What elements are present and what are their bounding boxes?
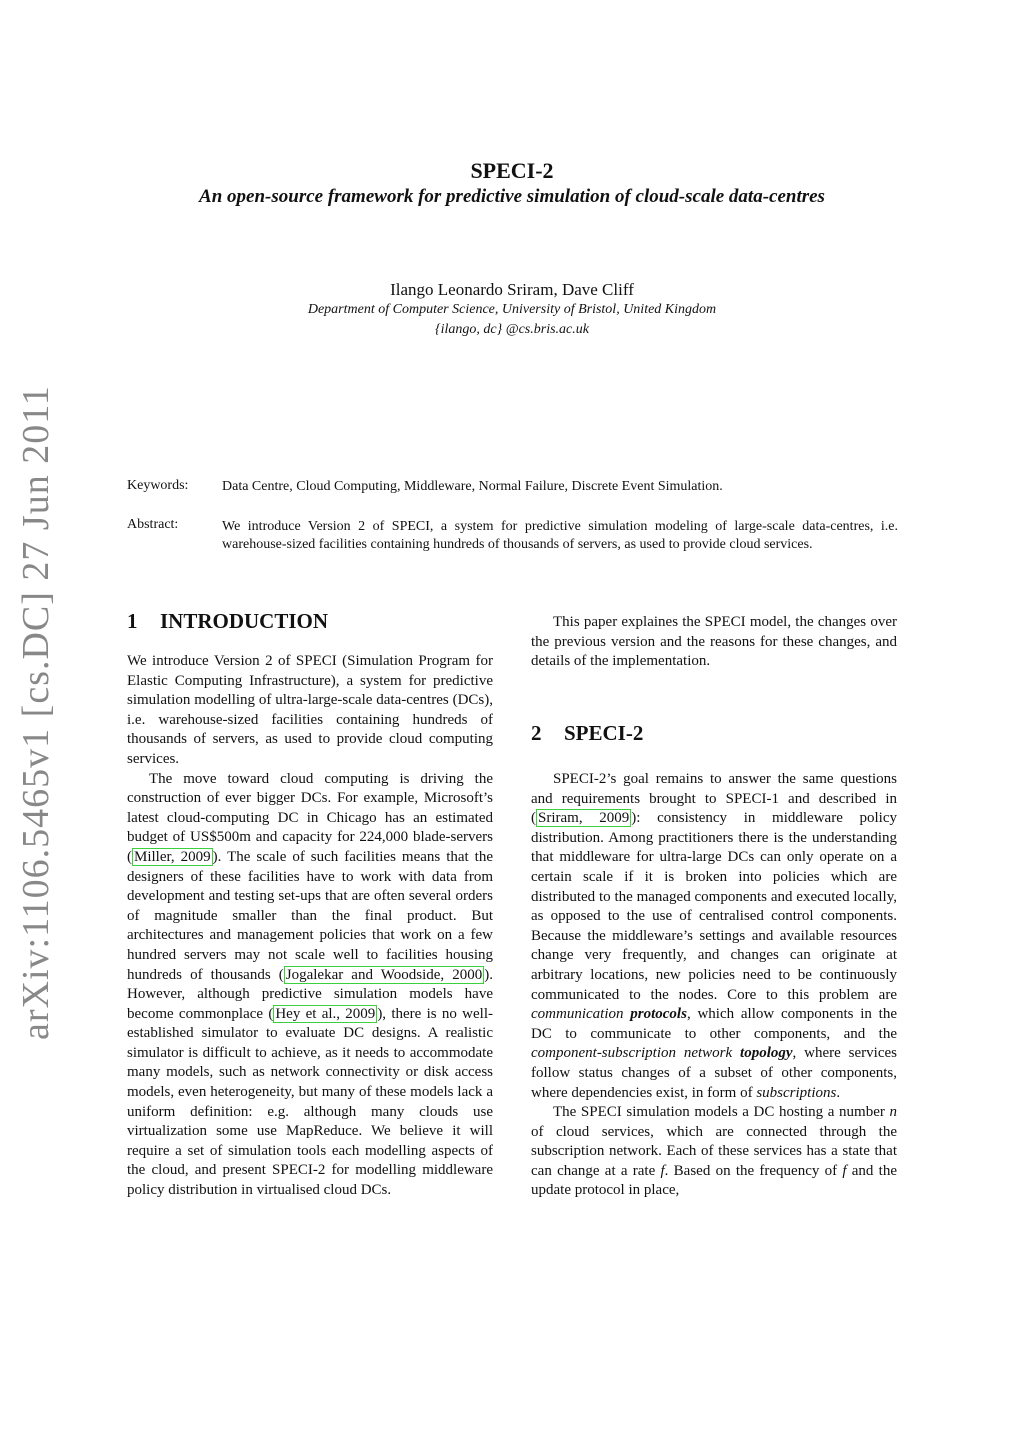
text-run: ). The scale of such facilities means that the designers of these facilities have to work with data from development and testing set-ups that are often several orders of magnitude smaller than the final product. But architectures and management policies that work on a few hundred servers may not scale well to facilities housing hundreds of thousands (: [127, 848, 493, 983]
paper-title: SPECI-2: [470, 158, 554, 183]
text-run: and the update protocol in place,: [531, 1162, 898, 1199]
right-column-top: [531, 613, 897, 672]
emphasis: communication: [531, 1006, 631, 1023]
section-title: INTRODUCTION: [160, 609, 329, 633]
emphasis: component-subscription network: [531, 1045, 741, 1062]
section-number: 1: [127, 609, 138, 633]
intro-paragraph-1: We introduce Version 2 of SPECI (Simulation Program for Elastic Computing Infrastructure), a system for predictive simulation modelling of ultra-large-scale data-centres (DCs), i.e. warehouse-sized facilities containing hundreds of thousands of servers, as used to provide cloud computing services.: [127, 653, 493, 767]
text-run: of cloud services, which are connected through the subscription network. Each of these services has a state that can change at a rate: [531, 1123, 897, 1179]
speci2-paragraph-2: [531, 1103, 897, 1201]
intro-paragraph-2: [127, 770, 493, 1201]
left-column: [127, 652, 493, 1201]
intro-paragraph-3: This paper explaines the SPECI model, the changes over the previous version and the reasons for these changes, and details of the implementation.: [531, 614, 897, 670]
paper-subtitle: An open-source framework for predictive simulation of cloud-scale data-centres: [199, 186, 825, 207]
math-variable: f: [660, 1162, 665, 1179]
text-run: , which allow components in the DC to communicate to other components, and the: [531, 1006, 898, 1042]
text-run: .: [836, 1084, 841, 1101]
citation-link-sriram[interactable]: Sriram, 2009: [538, 810, 630, 827]
section-number: 2: [531, 721, 542, 745]
abstract-text: We introduce Version 2 of SPECI, a system for predictive simulation modeling of large-scale data-centres, i.e. warehouse-sized facilities containing hundreds of thousands of servers, as used to provide cloud services.: [222, 519, 898, 552]
section-heading-speci2: [531, 721, 643, 746]
section-title: SPECI-2: [564, 721, 644, 745]
citation-link-miller[interactable]: Miller, 2009: [134, 848, 211, 865]
keywords-text: Data Centre, Cloud Computing, Middleware, Normal Failure, Discrete Event Simulation.: [222, 479, 723, 494]
text-run: SPECI-2’s goal remains to answer the same questions and requirements brought to SPECI-1 and described in (: [531, 771, 897, 827]
emphasis: subscriptions: [756, 1084, 837, 1101]
text-run: . Based on the frequency of: [664, 1162, 843, 1179]
right-column: [531, 770, 897, 1201]
speci2-paragraph-1: [531, 770, 897, 1103]
author-email: {ilango, dc} @cs.bris.ac.uk: [435, 322, 589, 337]
abstract-label: Abstract:: [127, 517, 179, 532]
arxiv-sidebar-stamp: arXiv:1106.5465v1 [cs.DC] 27 Jun 2011: [15, 385, 57, 1040]
keywords-label: Keywords:: [127, 478, 189, 493]
text-run: , where services follow status changes of a subset of other components, where dependencies exist, in form of: [531, 1045, 897, 1101]
emphasis-bold: protocols: [630, 1006, 687, 1023]
text-run: ), there is no well-established simulator to evaluate DC designs. A realistic simulator is difficult to achieve, as it needs to accommodate many models, such as network connectivity or disk access models, even heterogeneity, but many of these models lack a uniform definition: e.g. although many clouds use virtualization some use MapReduce. We believe it will require a set of simulation tools each modelling aspects of the cloud, and present SPECI-2 for modelling middleware policy distribution in virtualised cloud DCs.: [127, 1005, 493, 1199]
math-variable: f: [842, 1162, 847, 1179]
emphasis-bold: topology: [740, 1045, 793, 1062]
math-variable: n: [889, 1104, 897, 1121]
text-run: The move toward cloud computing is driving the construction of ever bigger DCs. For example, Microsoft’s latest cloud-computing DC in Chicago has an estimated budget of US$500m and capacity for 224,000 blade-servers (: [127, 770, 493, 865]
text-run: The SPECI simulation models a DC hosting a number: [553, 1104, 890, 1121]
section-heading-introduction: [127, 609, 328, 634]
text-run: ). However, although predictive simulation models have become commonplace (: [127, 966, 493, 1022]
citation-link-hey[interactable]: Hey et al., 2009: [275, 1005, 376, 1022]
affiliation: Department of Computer Science, University of Bristol, United Kingdom: [307, 302, 717, 317]
text-run: ): consistency in middleware policy distribution. Among practitioners there is the understanding that middleware for ultra-large DCs can only operate on a certain scale if it is broken into policies which are distributed to the managed components and executed locally, as opposed to the use of centralised control components. Because the middleware’s settings and available resources change very frequently, and changes can originate at arbitrary locations, new policies need to be continuously communicated to the nodes. Core to this problem are: [531, 810, 898, 1003]
citation-link-jogalekar[interactable]: Jogalekar and Woodside, 2000: [285, 966, 483, 983]
authors: Ilango Leonardo Sriram, Dave Cliff: [390, 280, 634, 299]
